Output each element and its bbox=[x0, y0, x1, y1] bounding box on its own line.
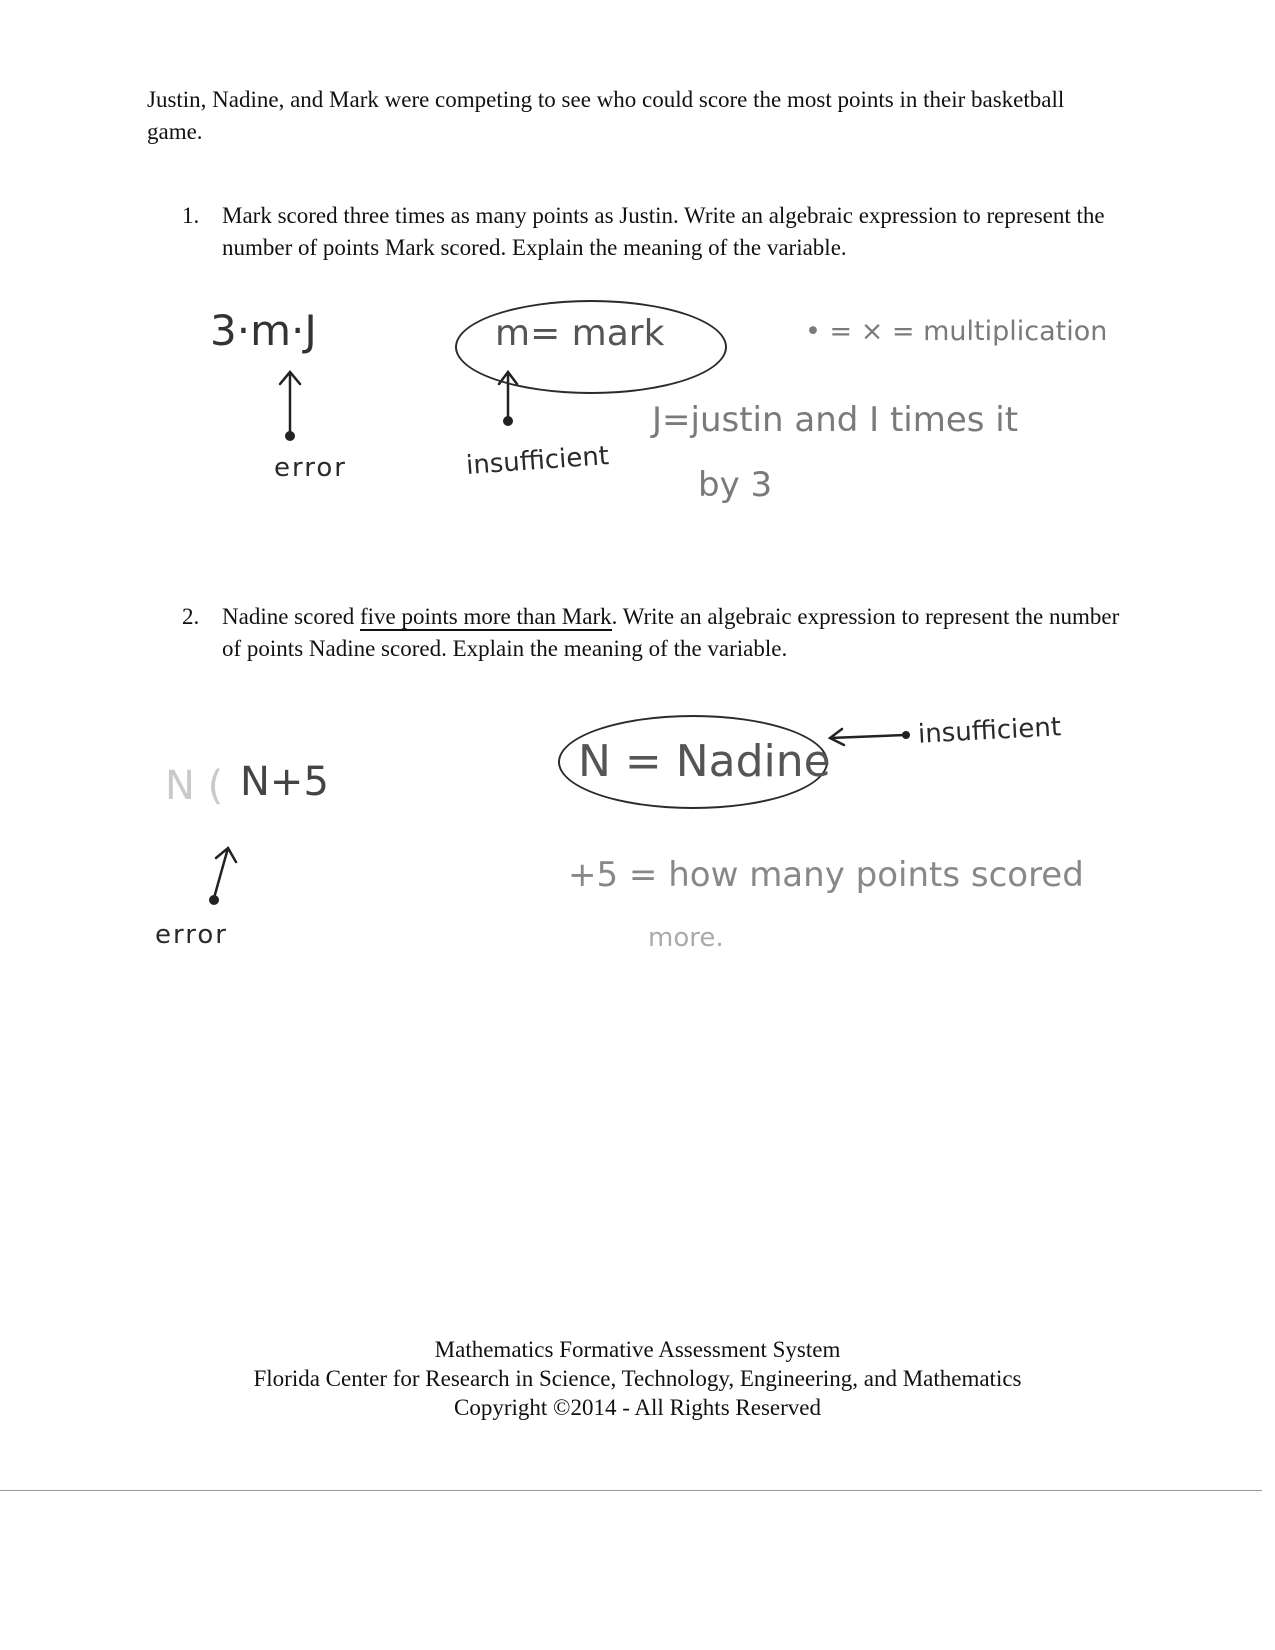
footer-line-3: Copyright ©2014 - All Rights Reserved bbox=[454, 1395, 821, 1420]
footer bbox=[0, 1335, 1275, 1422]
q2-explanation-line-2: more. bbox=[648, 923, 724, 953]
q1-insufficient-dot bbox=[503, 416, 513, 426]
q1-error-label: error bbox=[274, 453, 347, 483]
q2-explanation-line-1: +5 = how many points scored bbox=[568, 855, 1084, 895]
question-2-text-end: . Write an algebraic expression to represent the number of points Nadine scored. Explain the meaning of the variable. bbox=[222, 604, 1120, 661]
page-divider bbox=[0, 1490, 1262, 1491]
q1-explanation-line-2: by 3 bbox=[698, 465, 773, 505]
q2-error-dot bbox=[209, 895, 219, 905]
q2-insufficient-label: insufficient bbox=[917, 712, 1062, 750]
q1-explanation-line-1: J=justin and I times it bbox=[652, 400, 1019, 440]
footer-line-1: Mathematics Formative Assessment System bbox=[434, 1337, 841, 1362]
q2-insufficient-dot bbox=[902, 731, 910, 739]
q1-expression: 3·m·J bbox=[210, 306, 317, 355]
q1-error-arrow bbox=[280, 372, 300, 434]
q1-error-dot bbox=[285, 431, 295, 441]
q2-faint-attempt: N ( bbox=[165, 763, 224, 809]
q2-error-arrow bbox=[214, 848, 236, 898]
q1-variable-def: m= mark bbox=[495, 313, 665, 354]
question-2-text-start: Nadine scored bbox=[222, 604, 360, 629]
question-1-text: Mark scored three times as many points as Justin. Write an algebraic expression to represent the number of points Mark scored. Explain the meaning of the variable. bbox=[222, 203, 1105, 260]
q1-insufficient-label: insufficient bbox=[465, 441, 610, 481]
question-1-number: 1. bbox=[182, 203, 200, 228]
question-2-number: 2. bbox=[182, 604, 200, 629]
q2-expression: N+5 bbox=[240, 759, 329, 805]
footer-line-2: Florida Center for Research in Science, Technology, Engineering, and Mathematics bbox=[253, 1366, 1022, 1391]
q1-symbol-note: • = × = multiplication bbox=[805, 316, 1108, 347]
q2-error-label: error bbox=[155, 920, 228, 950]
question-2-underlined-phrase: five points more than Mark bbox=[359, 604, 612, 629]
q2-insufficient-arrow bbox=[830, 729, 905, 745]
q2-variable-def: N = Nadine bbox=[578, 736, 831, 787]
intro-paragraph: Justin, Nadine, and Mark were competing to see who could score the most points in their basketball game. bbox=[147, 87, 1065, 144]
